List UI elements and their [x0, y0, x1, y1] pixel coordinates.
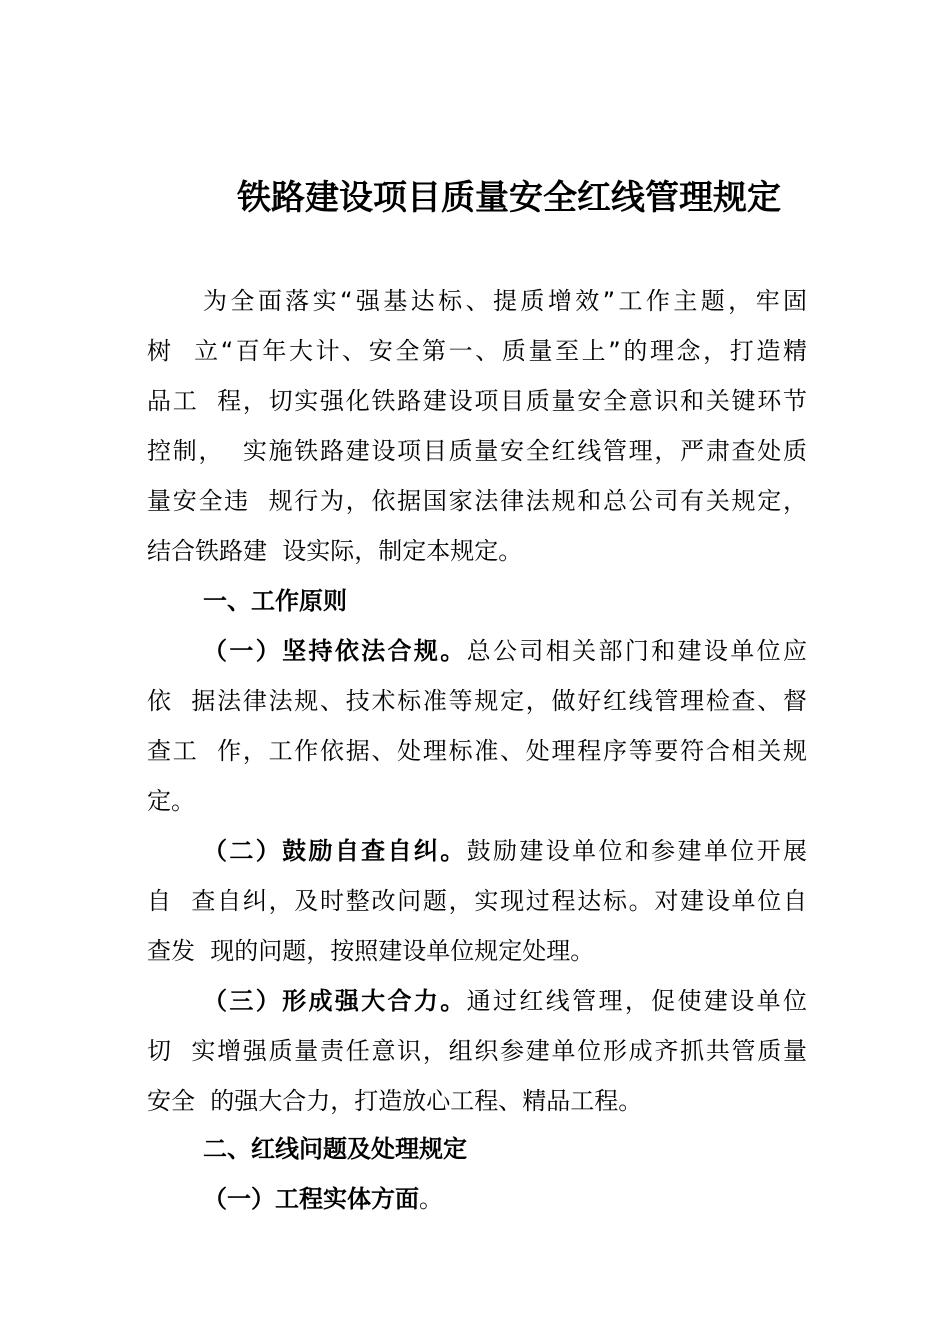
principle-3-line-3: 安全 的强大合力，打造放心工程、精品工程。: [147, 1087, 643, 1115]
principle-1-line-1: [147, 626, 807, 676]
principle-1-lead: （一）坚持依法合规。: [203, 637, 467, 665]
intro-paragraph: [147, 276, 807, 576]
section-2: [147, 1124, 807, 1174]
principle-2-line-3: 查发 现的问题，按照建设单位规定处理。: [147, 937, 595, 965]
intro-line-3: 品工 程，切实强化铁路建设项目质量安全意识和关键环节: [147, 387, 807, 415]
principle-2-line-2: 自 查自纠，及时整改问题，实现过程达标。对建设单位自: [147, 887, 807, 915]
intro-line-5: 量安全违 规行为，依据国家法律法规和总公司有关规定，: [147, 487, 807, 515]
principle-1-line-3: 查工 作，工作依据、处理标准、处理程序等要符合相关规: [147, 737, 807, 765]
principle-1-first-rest: 总公司相关部门和建设单位应: [466, 637, 807, 665]
subsection-1-heading: （一）工程实体方面: [203, 1185, 419, 1213]
principle-1: [147, 626, 807, 826]
principle-3: [147, 976, 807, 1126]
principle-3-first-rest: 通过红线管理，促使建设单位: [466, 987, 807, 1015]
principle-1-line-4: 定。: [147, 787, 195, 815]
principle-2-line-1: [147, 826, 807, 876]
principle-2: [147, 826, 807, 976]
document-title: 铁路建设项目质量安全红线管理规定: [237, 178, 781, 218]
principle-1-line-2: 依 据法律法规、技术标准等规定，做好红线管理检查、督: [147, 687, 807, 715]
principle-3-line-1: [147, 976, 807, 1026]
subsection-1-line: [147, 1174, 807, 1224]
section1-heading: 一、工作原则: [203, 587, 347, 615]
subsection-1-tail: 。: [419, 1185, 443, 1213]
section-1: [147, 576, 807, 626]
principle-3-line-2: 切 实增强质量责任意识，组织参建单位形成齐抓共管质量: [147, 1037, 807, 1065]
section2-heading: 二、红线问题及处理规定: [203, 1135, 467, 1163]
intro-line-4: 控制， 实施铁路建设项目质量安全红线管理，严肃查处质: [147, 437, 807, 465]
principle-2-first-rest: 鼓励建设单位和参建单位开展: [466, 837, 807, 865]
intro-line-6: 结合铁路建 设实际，制定本规定。: [147, 537, 523, 565]
intro-line-2: 树 立“百年大计、安全第一、质量至上”的理念，打造精: [147, 337, 807, 365]
intro-line-1: 为全面落实“强基达标、提质增效”工作主题，牢固: [203, 287, 807, 315]
principle-3-lead: （三）形成强大合力。: [203, 987, 467, 1015]
principle-2-lead: （二）鼓励自查自纠。: [203, 837, 467, 865]
subsection-1: [147, 1174, 807, 1224]
